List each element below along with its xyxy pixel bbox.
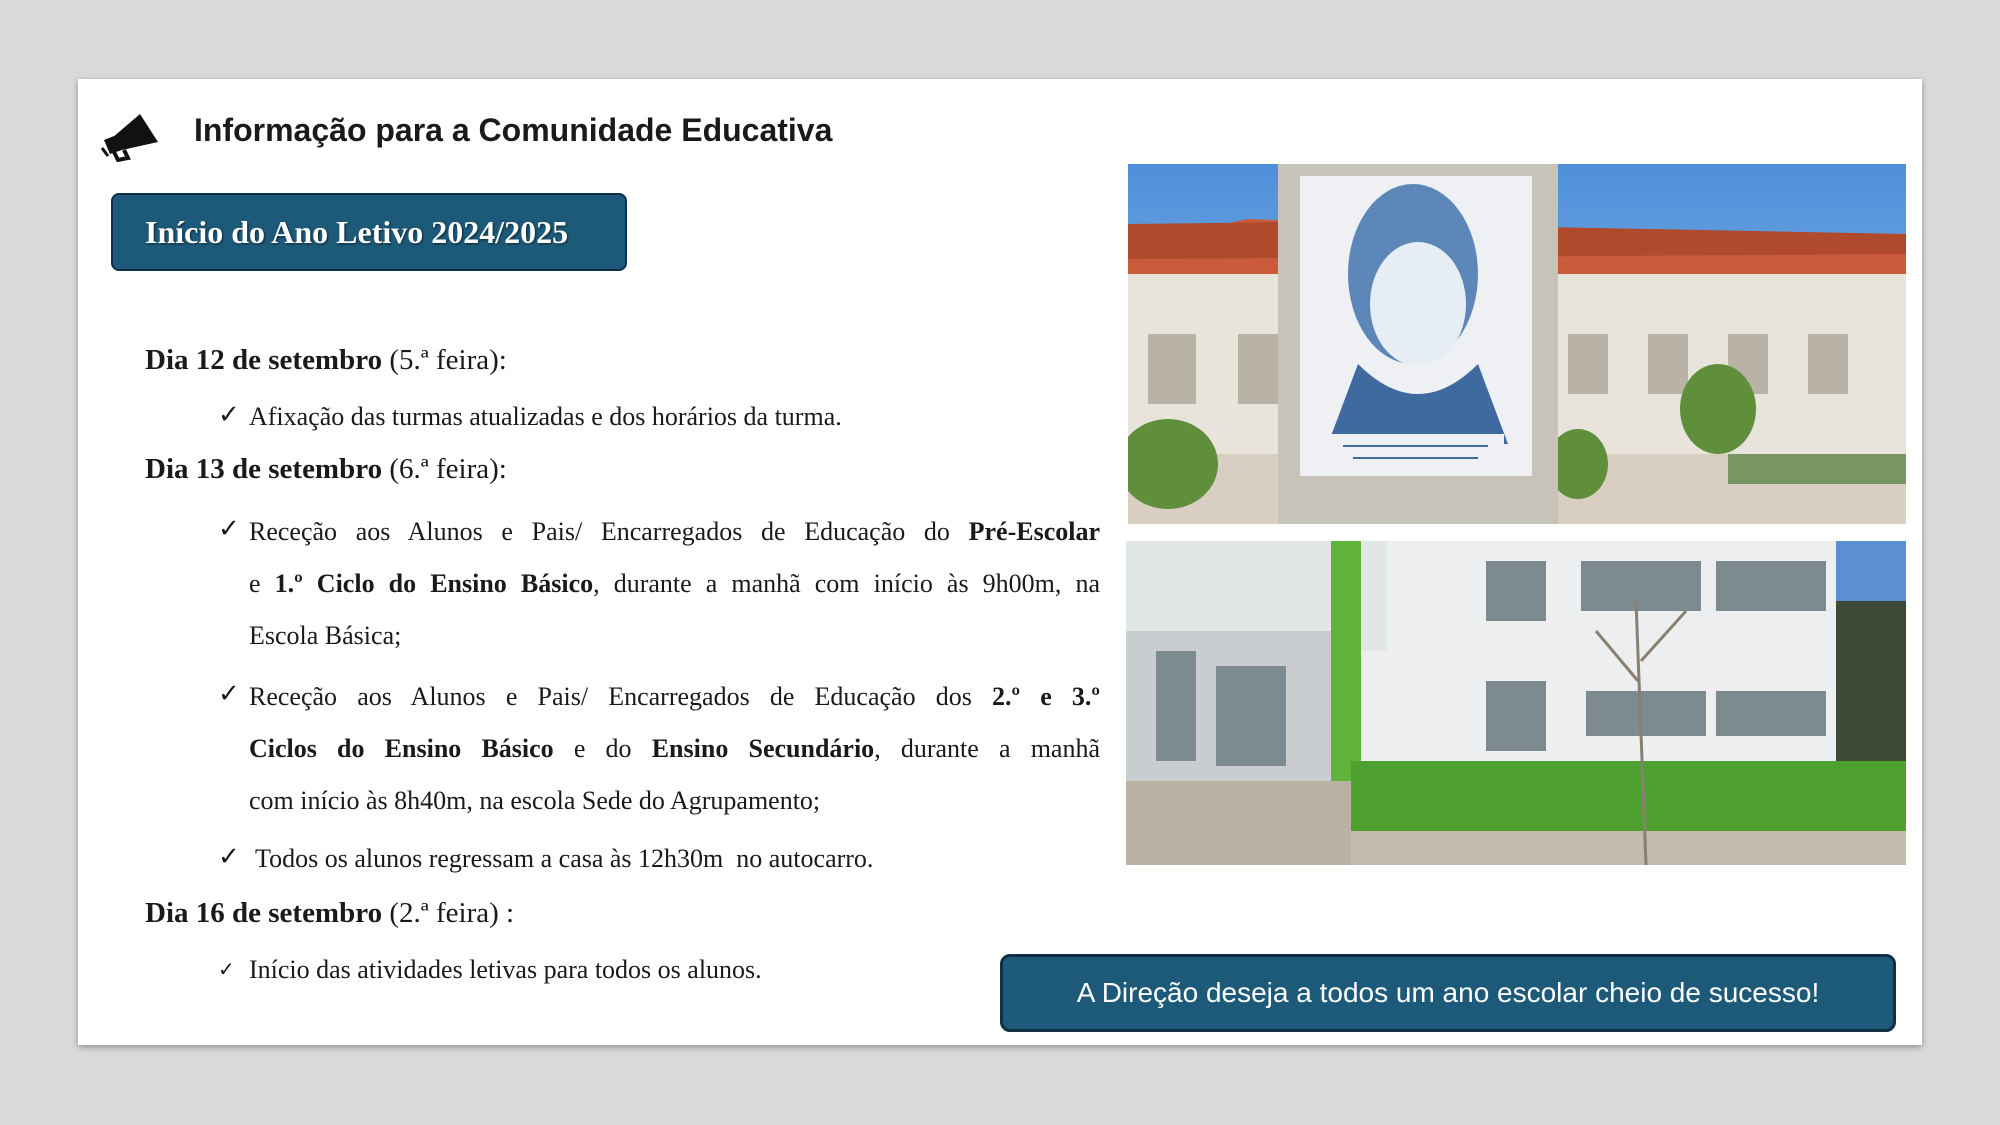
checkmark-icon: ✓ (218, 514, 240, 543)
list-item-text: Receção aos Alunos e Pais/ Encarregados de Educação do Pré-Escolar e 1.º Ciclo do Ensino Básico, durante a manhã com início às 9h00m, na Escola Básica; (249, 517, 1101, 650)
list-item-text: Receção aos Alunos e Pais/ Encarregados de Educação dos 2.º e 3.º Ciclos do Ensino Básico e do Ensino Secundário, durante a manhã com início às 8h40m, na escola Sede do Agrupamento; (249, 682, 1100, 815)
school-building-photo (1126, 541, 1906, 865)
list-item-text: Início das atividades letivas para todos os alunos. (249, 955, 762, 984)
checkmark-icon: ✓ (218, 679, 240, 708)
day-heading: Dia 12 de setembro (5.ª feira): (145, 344, 507, 376)
school-mural-photo (1128, 164, 1906, 524)
day-heading: Dia 16 de setembro (2.ª feira) : (145, 897, 515, 929)
list-item-text: Afixação das turmas atualizadas e dos horários da turma. (249, 402, 842, 431)
megaphone-icon (100, 108, 162, 162)
page-title: Informação para a Comunidade Educativa (194, 112, 833, 148)
school-year-label: Início do Ano Letivo 2024/2025 (145, 213, 569, 250)
closing-message (1000, 954, 1896, 1032)
list-item-text: Todos os alunos regressam a casa às 12h30m no autocarro. (249, 844, 874, 873)
checkmark-icon: ✓ (218, 842, 240, 871)
checkmark-icon: ✓ (218, 959, 235, 981)
closing-message-text: A Direção deseja a todos um ano escolar cheio de sucesso! (1076, 977, 1820, 1008)
checkmark-icon: ✓ (218, 400, 240, 429)
school-year-banner (111, 193, 627, 271)
day-heading: Dia 13 de setembro (6.ª feira): (145, 453, 507, 485)
